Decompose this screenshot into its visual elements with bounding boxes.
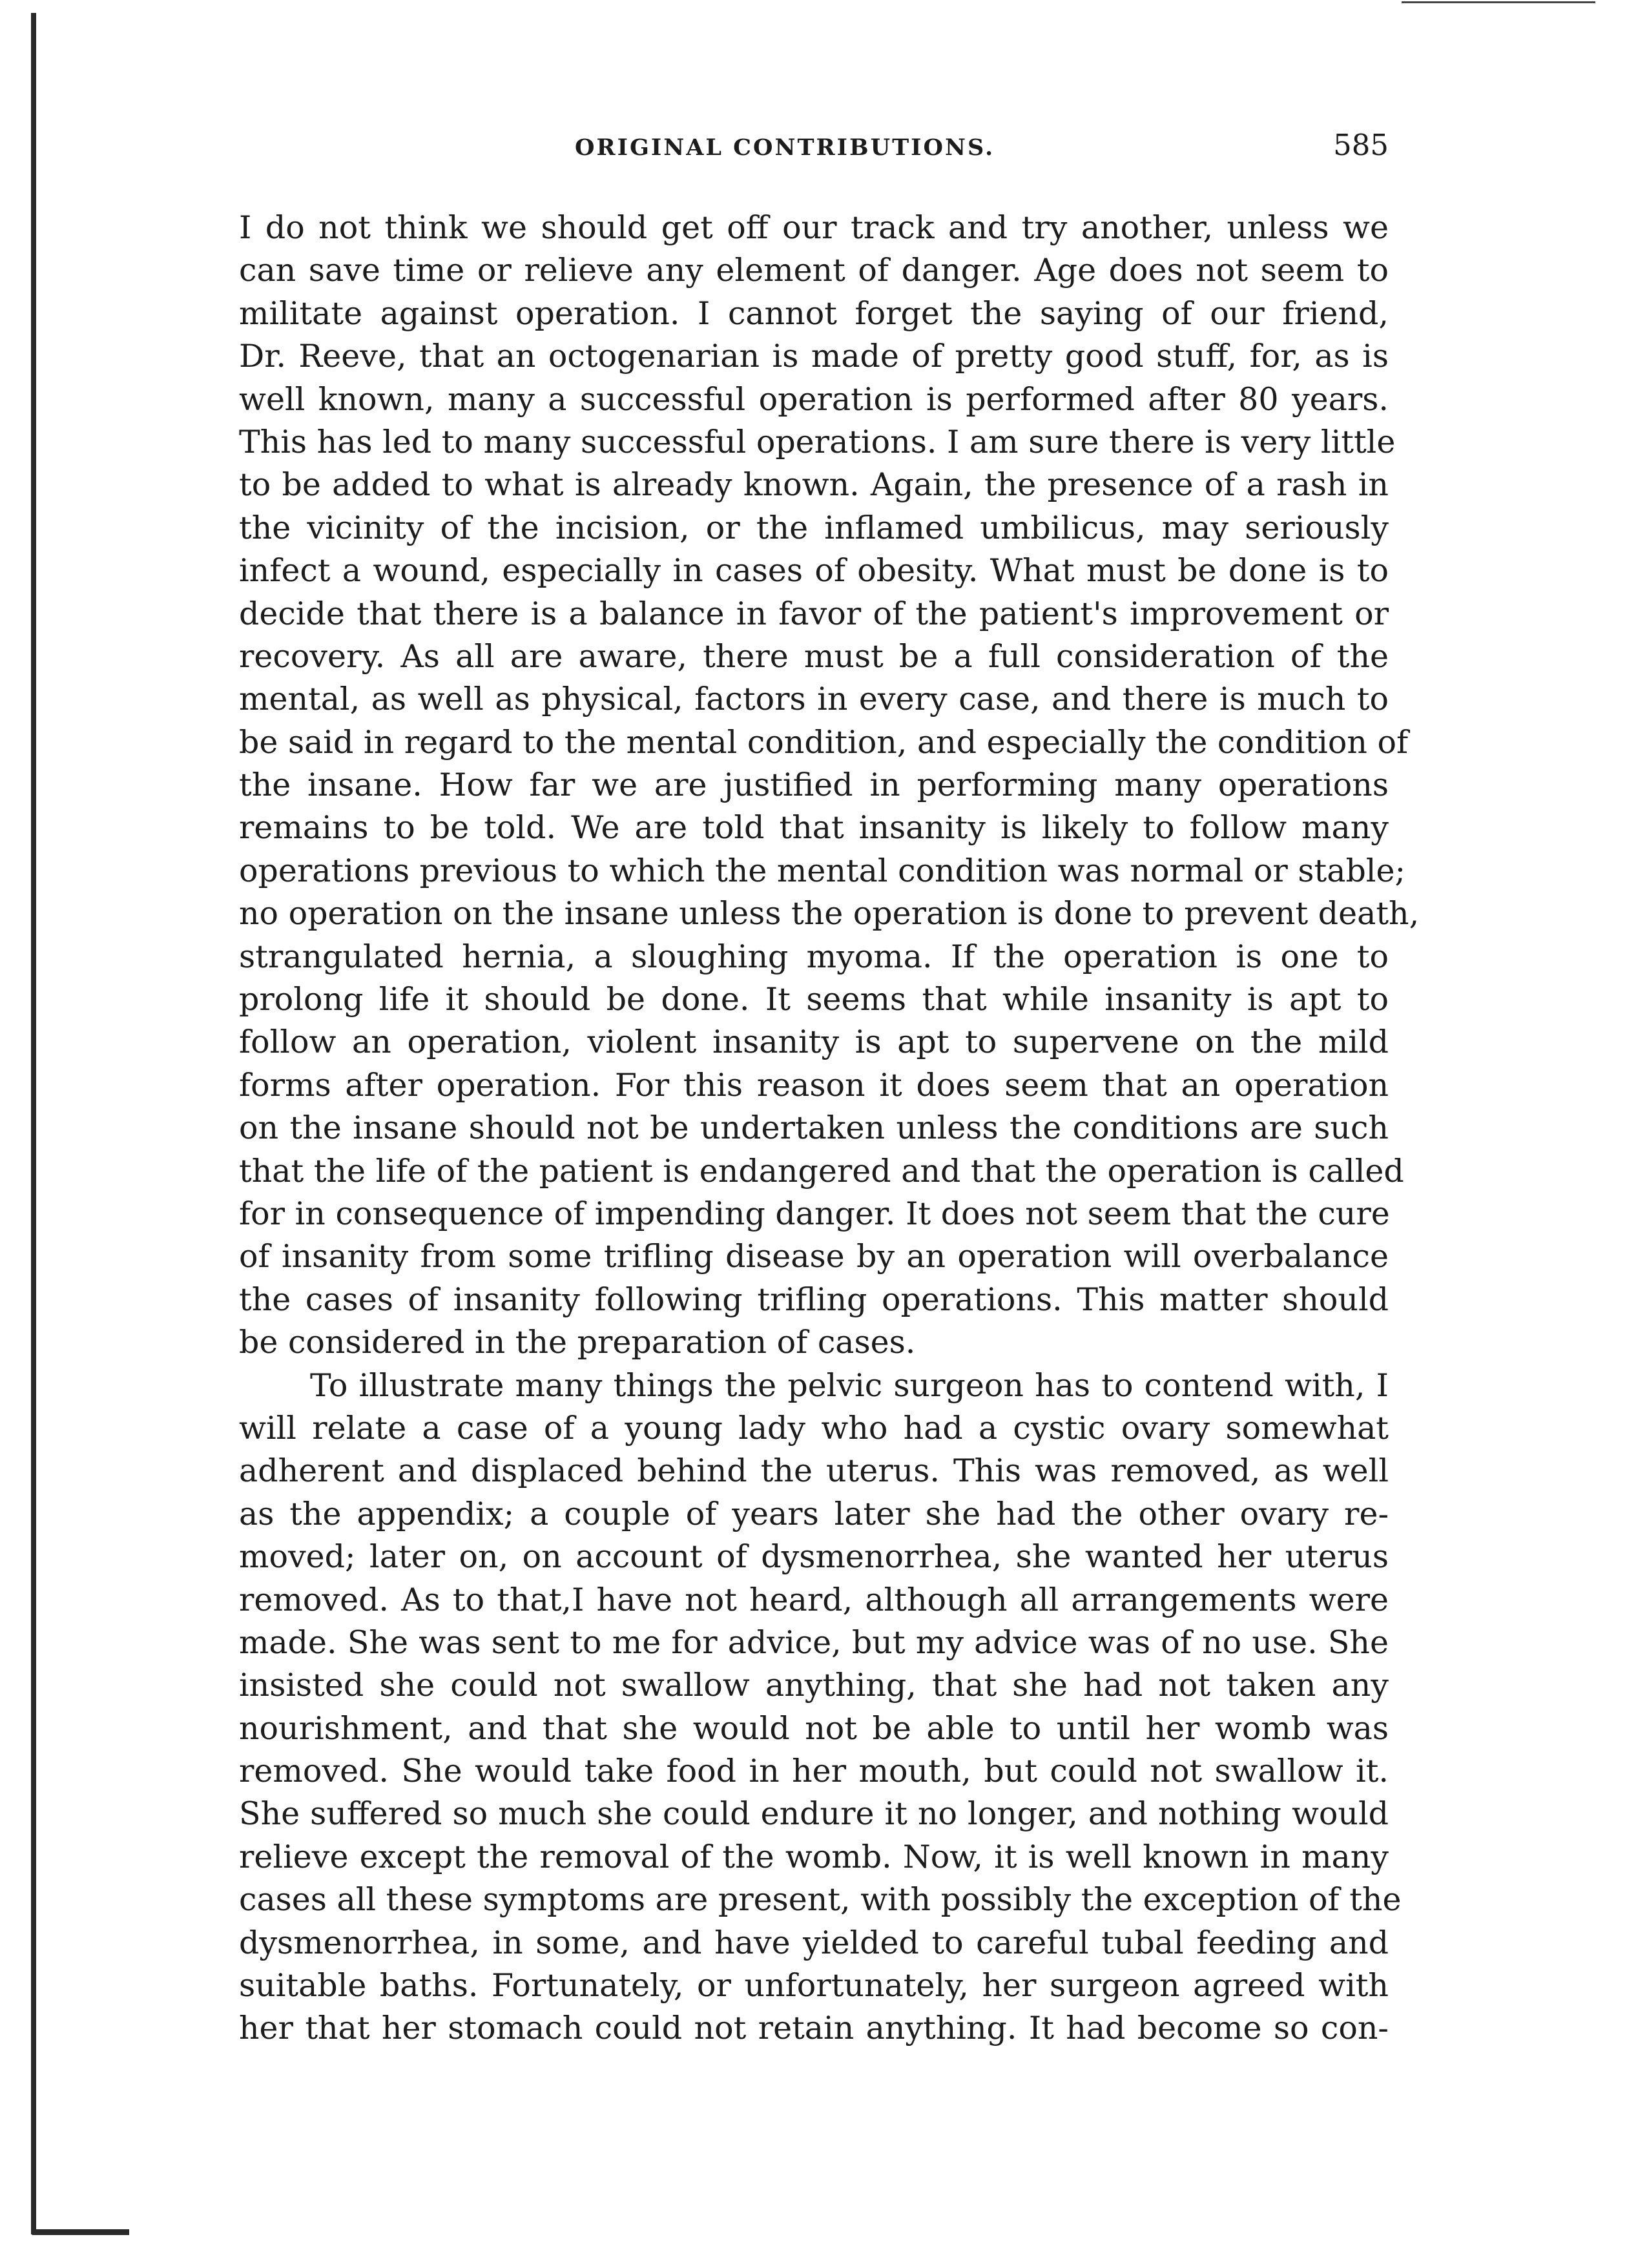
text-line: remains to be told. We are told that insanity is likely to follow many [239,809,1389,847]
text-line: be said in regard to the mental condition, and especially the condition of [239,723,1409,761]
text-line: operations previous to which the mental condition was normal or stable; [239,852,1405,889]
text-line: to be added to what is already known. Again, the presence of a rash in [239,466,1389,504]
text-line: relieve except the removal of the womb. Now, it is well known in many [239,1838,1389,1875]
paragraph-2 [239,1365,1402,2050]
text-line: of insanity from some trifling disease by an operation will overbalance [239,1238,1389,1275]
text-line: This has led to many successful operations. I am sure there is very little [239,423,1396,460]
text-line: her that her stomach could not retain anything. It had become so con- [239,2010,1389,2047]
text-line: removed. She would take food in her mouth, but could not swallow it. [239,1753,1389,1790]
paragraph-1 [239,207,1420,1365]
text-line: dysmenorrhea, in some, and have yielded to careful tubal feeding and [239,1924,1389,1961]
text-line: To illustrate many things the pelvic surgeon has to contend with, I [310,1366,1389,1404]
text-line: I do not think we should get off our track and try another, unless we [239,209,1389,246]
page-binding-foot [32,2229,129,2235]
text-line: be considered in the preparation of cases. [239,1324,916,1361]
text-line: mental, as well as physical, factors in every case, and there is much to [239,681,1389,718]
text-line: suitable baths. Fortunately, or unfortunately, her surgeon agreed with [239,1967,1389,2005]
text-line: decide that there is a balance in favor of the patient's improvement or [239,595,1389,632]
text-line: adherent and displaced behind the uterus. This was removed, as well [239,1452,1389,1490]
text-line: that the life of the patient is endangered and that the operation is called [239,1152,1404,1190]
text-line: strangulated hernia, a sloughing myoma. If the operation is one to [239,938,1389,975]
text-line: will relate a case of a young lady who had a cystic ovary somewhat [239,1409,1389,1447]
body-text [239,207,1420,2050]
text-line: Dr. Reeve, that an octogenarian is made of pretty good stuff, for, as is [239,338,1389,375]
text-line: on the insane should not be undertaken unless the conditions are such [239,1109,1389,1147]
text-line: prolong life it should be done. It seems that while insanity is apt to [239,981,1389,1018]
page-header [239,124,1389,169]
text-line: moved; later on, on account of dysmenorrhea, she wanted her uterus [239,1538,1389,1576]
text-line: cases all these symptoms are present, with possibly the exception of the [239,1881,1402,1919]
page-number: 585 [1333,128,1389,162]
text-line: the cases of insanity following trifling operations. This matter should [239,1281,1389,1318]
text-line: follow an operation, violent insanity is apt to supervene on the mild [239,1024,1389,1061]
text-line: made. She was sent to me for advice, but my advice was of no use. She [239,1624,1389,1661]
text-line: for in consequence of impending danger. It does not seem that the cure [239,1195,1390,1232]
text-line: recovery. As all are aware, there must be a full consideration of the [239,637,1389,675]
text-line: infect a wound, especially in cases of obesity. What must be done is to [239,552,1389,590]
text-line: well known, many a successful operation is performed after 80 years. [239,380,1389,418]
running-head: ORIGINAL CONTRIBUTIONS. [575,134,995,161]
text-line: militate against operation. I cannot forget the saying of our friend, [239,294,1389,332]
text-line: removed. As to that,I have not heard, although all arrangements were [239,1581,1389,1618]
text-line: can save time or relieve any element of danger. Age does not seem to [239,252,1389,289]
text-line: no operation on the insane unless the operation is done to prevent death, [239,895,1420,933]
text-line: forms after operation. For this reason it does seem that an operation [239,1066,1389,1104]
scan-edge-rule [1402,1,1595,3]
page-binding-edge [31,13,36,2234]
text-line: nourishment, and that she would not be able to until her womb was [239,1709,1389,1747]
text-line: insisted she could not swallow anything, that she had not taken any [239,1667,1389,1704]
text-line: the insane. How far we are justified in performing many operations [239,767,1389,804]
text-line: She suffered so much she could endure it no longer, and nothing would [239,1795,1389,1833]
text-line: the vicinity of the incision, or the inflamed umbilicus, may seriously [239,509,1389,546]
text-line: as the appendix; a couple of years later she had the other ovary re- [239,1495,1389,1532]
